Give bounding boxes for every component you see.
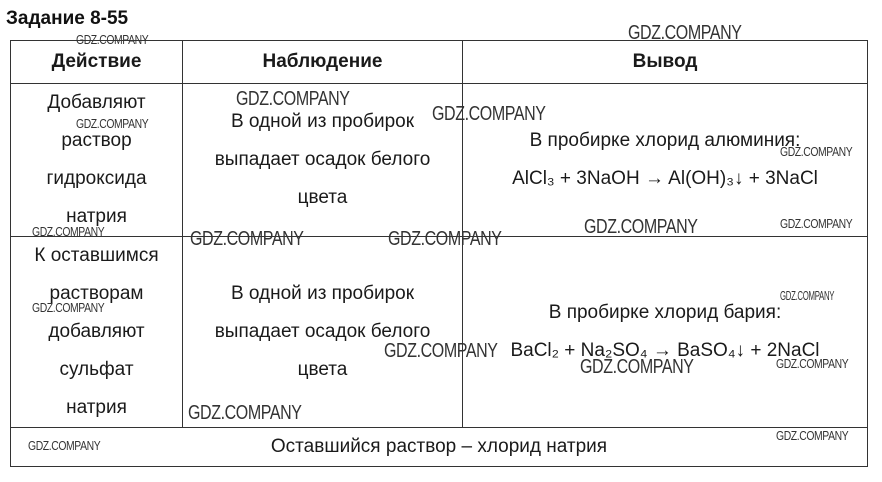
watermark: GDZ.COMPANY [780, 144, 853, 159]
footer-conclusion: Оставшийся раствор – хлорид натрия [11, 428, 868, 467]
action-line: гидроксида [46, 168, 147, 189]
header-conclusion: Вывод [463, 41, 868, 84]
action-line: раствор [61, 130, 132, 151]
header-observation: Наблюдение [183, 41, 463, 84]
watermark: GDZ.COMPANY [190, 228, 304, 250]
watermark: GDZ.COMPANY [236, 88, 350, 110]
action-line: К оставшимся [34, 245, 159, 266]
conclusion-cell [463, 237, 868, 428]
watermark: GDZ.COMPANY [388, 228, 502, 250]
watermark: GDZ.COMPANY [32, 224, 105, 239]
watermark: GDZ.COMPANY [776, 428, 849, 443]
watermark: GDZ.COMPANY [780, 216, 853, 231]
watermark: GDZ.COMPANY [76, 116, 149, 131]
observation-cell [183, 237, 463, 428]
conclusion-text: В пробирке хлорид алюминия: [529, 130, 801, 151]
watermark: GDZ.COMPANY [780, 288, 835, 303]
observation-line: выпадает осадок белого [214, 149, 431, 170]
reaction-equation: BaCl₂ + Na₂SO₄ → BaSO₄↓ + 2NaCl [510, 340, 820, 361]
watermark: GDZ.COMPANY [32, 300, 105, 315]
watermark: GDZ.COMPANY [776, 356, 849, 371]
action-line: сульфат [59, 359, 134, 380]
reaction-equation: AlCl₃ + 3NaOH → Al(OH)₃↓ + 3NaCl [512, 168, 818, 189]
watermark: GDZ.COMPANY [584, 216, 698, 238]
watermark: GDZ.COMPANY [28, 438, 101, 453]
observation-line: цвета [297, 359, 348, 380]
task-title: Задание 8-55 [6, 8, 129, 29]
action-line: Добавляют [47, 92, 146, 113]
watermark: GDZ.COMPANY [76, 32, 149, 47]
watermark: GDZ.COMPANY [432, 103, 546, 125]
header-action: Действие [11, 41, 183, 84]
watermark: GDZ.COMPANY [188, 402, 302, 424]
action-line: растворам [49, 283, 144, 304]
table-row [11, 237, 868, 428]
table-footer-row [11, 428, 868, 467]
action-line: натрия [66, 397, 127, 418]
conclusion-text: В пробирке хлорид бария: [548, 302, 782, 323]
action-line: добавляют [48, 321, 145, 342]
observation-line: цвета [297, 187, 348, 208]
action-line: натрия [66, 206, 127, 227]
observation-line: В одной из пробирок [230, 283, 415, 304]
watermark: GDZ.COMPANY [384, 340, 498, 362]
action-cell [11, 84, 183, 237]
observation-line: выпадает осадок белого [214, 321, 431, 342]
watermark: GDZ.COMPANY [628, 22, 742, 44]
action-cell [11, 237, 183, 428]
observation-line: В одной из пробирок [230, 111, 415, 132]
watermark: GDZ.COMPANY [580, 356, 694, 378]
